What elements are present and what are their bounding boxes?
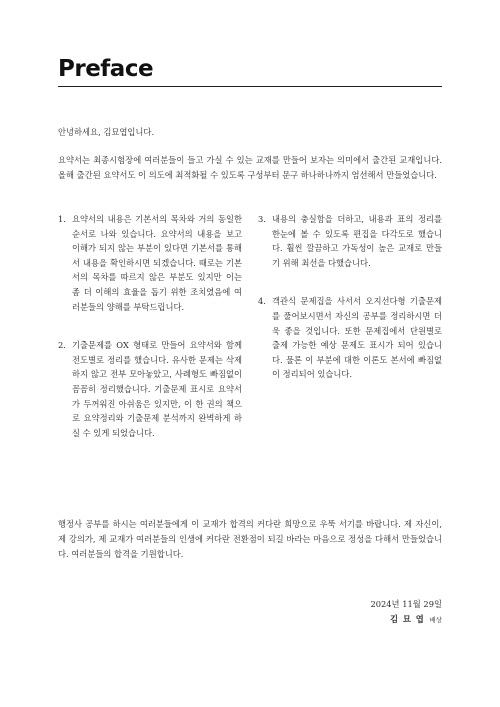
signature [390, 613, 442, 625]
greeting-text: 안녕하세요, 김묘엽입니다. [58, 127, 155, 137]
item-text: 기출문제를 OX 형태로 만들어 요약서와 함께 전도별로 정리를 했습니다. 유사한 문제는 삭제하지 않고 전부 모아놓았고, 사례형도 빠짐없이 꼼꼼히 정리했습니다. 기출문제 표시로 요약서가 두꺼워진 아쉬움은 있지만, 이 한 권의 책으로 요약정리와 기출문제 분석까지 완벽하게 하실 수 있게 되었습니다. [72, 340, 242, 438]
list-item [258, 294, 442, 382]
page-title: Preface [58, 56, 154, 82]
item-number: 4. [258, 296, 266, 307]
date-text: 2024년 11월 29일 [370, 599, 442, 609]
list-item [58, 338, 242, 440]
item-number: 2. [58, 340, 66, 351]
item-number: 1. [58, 214, 66, 224]
list-item [258, 212, 442, 270]
closing-paragraph: 행정사 공부를 하시는 여러분들에게 이 교재가 합격의 커다란 희망으로 우뚝 서기를 바랍니다. 제 자신이, 제 강의가, 제 교재가 여러분들의 인생에 커다란 전환점이 되길 바라는 마음으로 정성을 다해서 만들었습니다. 여러분들의 합격을 기원합니다. [58, 519, 442, 559]
item-text: 객관식 문제집을 사서서 오지선다형 기출문제를 풀어보시면서 자신의 공부를 정리하시면 더욱 좋을 것입니다. 또한 문제집에서 단원별로 출제 가능한 예상 문제도 표시가 되어 있습니다. 물론 이 부분에 대한 이론도 본서에 빠짐없이 정리되어 있습니다. [272, 296, 442, 380]
item-text: 내용의 충실함을 더하고, 내용과 표의 정리를 한눈에 볼 수 있도록 편집을 다각도로 했습니다. 훨씬 깔끔하고 가독성이 높은 교재로 만들기 위해 최선을 다했습니다. [272, 214, 442, 268]
signature-suffix: 배상 [429, 616, 442, 624]
intro-paragraph: 요약서는 최종시험장에 여러분들이 들고 가실 수 있는 교재를 만들어 보자는 의미에서 출간된 교재입니다. 올해 출간된 요약서도 이 의도에 최적화될 수 있도록 구성부터 문구 하나하나까지 엄선해서 만들었습니다. [58, 155, 442, 180]
author-name: 김 묘 엽 [389, 614, 425, 624]
title-underline [58, 86, 442, 87]
item-text: 요약서의 내용은 기본서의 목차와 거의 동일한 순서로 나와 있습니다. 요약서의 내용을 보고 이해가 되지 않는 부분이 있다면 기본서를 통해서 내용을 확인하시면 되겠습니다. 때로는 기본서의 목차를 따르지 않은 부분도 있지만 이는 좀 더 이해의 효율을 돕기 위한 조치였음에 여러분들의 양해를 부탁드립니다. [72, 214, 242, 312]
item-number: 3. [258, 214, 266, 224]
left-column [58, 212, 242, 464]
list-item [58, 212, 242, 314]
right-column [258, 212, 442, 406]
